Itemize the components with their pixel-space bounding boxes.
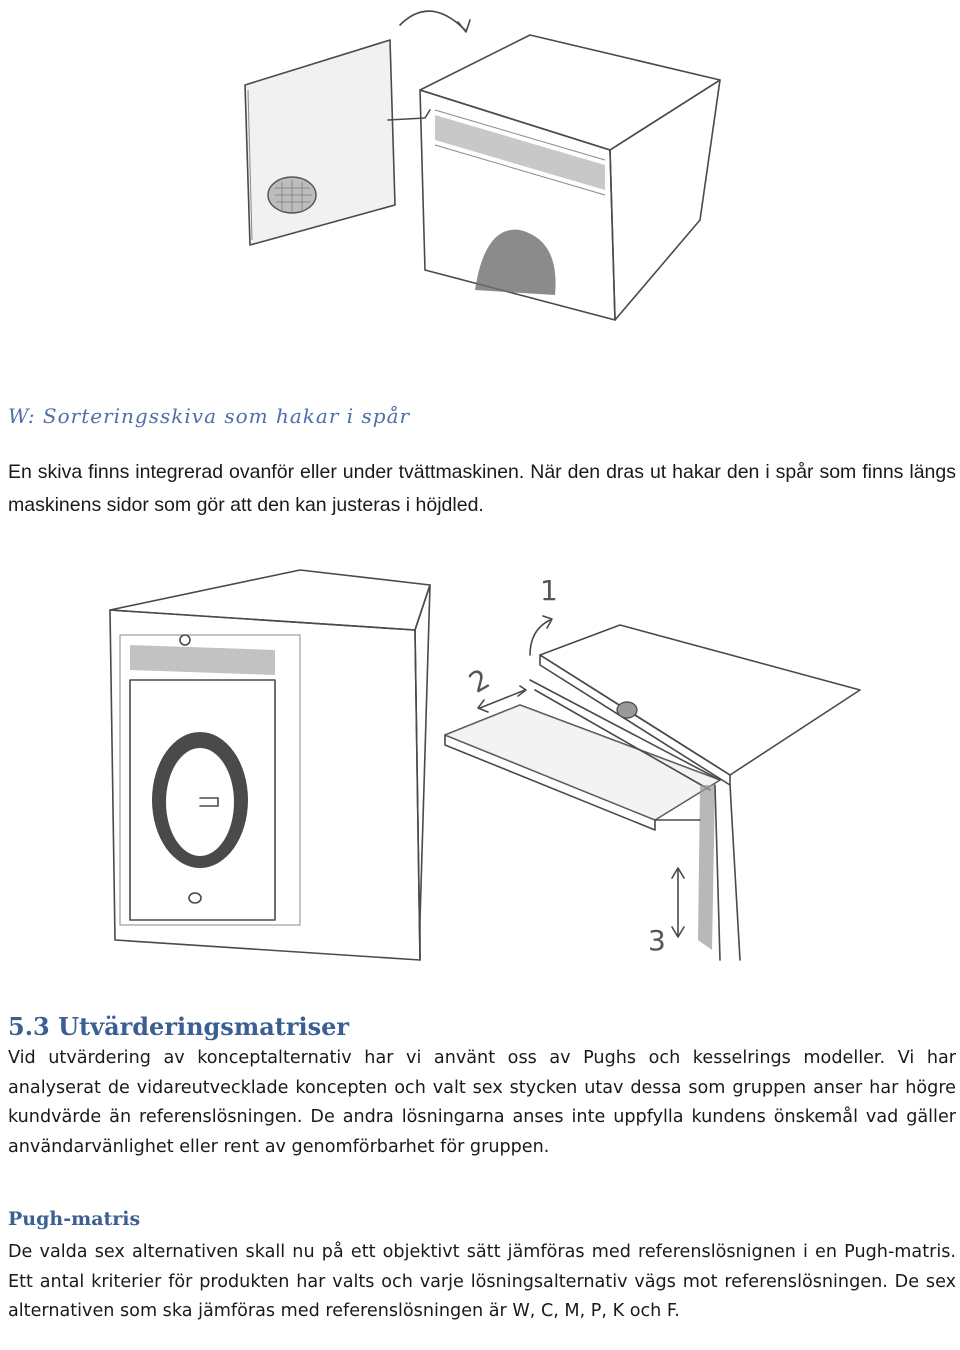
subheading-pugh-matris: Pugh-matris — [8, 1208, 141, 1230]
paragraph-pugh-matris: De valda sex alternativen skall nu på ett objektivt sätt jämföras med referenslösnignen i en Pugh-matris. Ett antal kriterier för produkten har valts och varje lösningsalternativ vägs mot referenslösningen. De sex alternativen som ska jämföras med referenslösningen är W, C, M, P, K och F. — [8, 1242, 956, 1321]
sketch-sliding-shelf-illustration — [100, 540, 880, 980]
paragraph-concept-w: En skiva finns integrerad ovanför eller under tvättmaskinen. När den dras ut hakar den i spår som finns längs maskinens sidor som gör att den kan justeras i höjdled. — [8, 461, 956, 516]
step-label-2: 2 — [463, 662, 496, 700]
caption-concept-w: W: Sorteringsskiva som hakar i spår — [8, 404, 411, 428]
sketch-door-panel-illustration — [230, 0, 730, 330]
section-heading: 5.3 Utvärderingsmatriser — [8, 1012, 350, 1041]
step-label-3: 3 — [648, 924, 666, 957]
step-label-1: 1 — [540, 574, 558, 607]
paragraph-utvarderingsmatriser: Vid utvärdering av konceptalternativ har vi använt oss av Pughs och kesselrings modeller. Vi har analyserat de vidareutvecklade koncepten och valt sex stycken utav dessa som gruppen anser har högre kundvärde än referenslösningen. De andra lösningarna anses inte uppfylla kundens önskemål vad gäller användarvänlighet eller rent av genomförbarhet för gruppen. — [8, 1048, 956, 1157]
